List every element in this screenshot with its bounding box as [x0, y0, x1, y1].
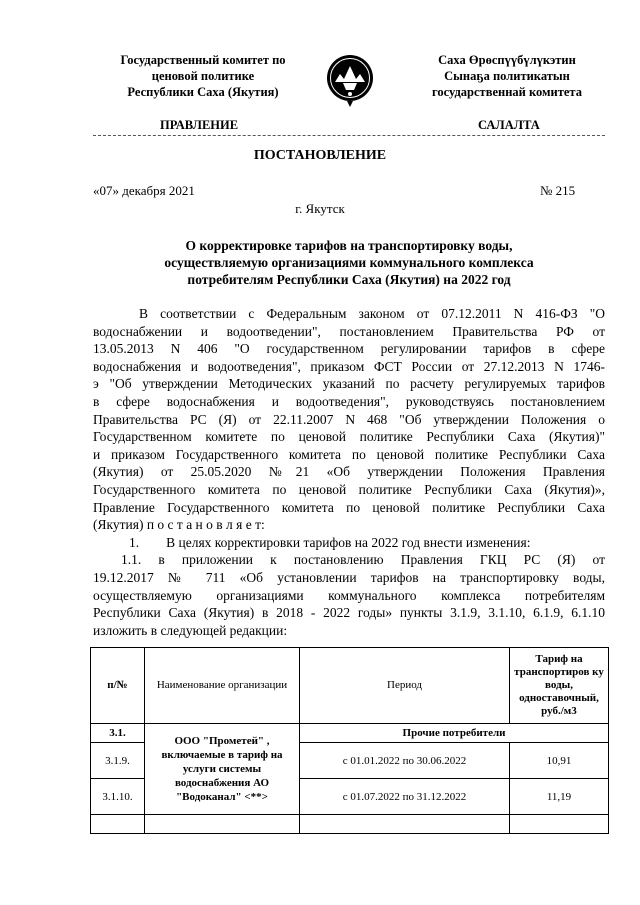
- body-line: 1.1. в приложении к постановлению Правления ГКЦ РС (Я) от: [121, 552, 605, 568]
- title-line: осуществляемую организациями коммунального комплекса: [164, 255, 534, 270]
- org-ru-line: ценовой политике: [151, 69, 255, 83]
- section-num: 3.1.: [91, 724, 145, 743]
- body-text: [93, 305, 605, 639]
- body-line: водоснабжении и водоотведении", постановлением Правительства РФ от: [93, 323, 605, 339]
- body-line: Правительства РС (Я) от 22.11.2007 N 468 "Об утверждении Положения о: [93, 411, 605, 427]
- coat-of-arms-icon: [325, 52, 375, 108]
- header-divider: [93, 135, 605, 136]
- org-ru-line: Государственный комитет по: [120, 53, 286, 67]
- row-value: 11,19: [510, 779, 609, 815]
- row-num: 3.1.10.: [91, 779, 145, 815]
- title-line: потребителям Республики Саха (Якутия) на 2022 год: [187, 272, 511, 287]
- body-line: Правление Государственного комитета по ценовой политике Республики Саха: [93, 499, 605, 515]
- body-line: Государственного комитета по ценовой политике Республики Саха (Якутия)»,: [93, 481, 605, 497]
- header-tariff: Тариф на транспортиров ку воды, одноставочный, руб./м3: [510, 648, 609, 724]
- body-line: 1. В целях корректировки тарифов на 2022 год внести изменения:: [129, 534, 531, 550]
- body-line: э "Об утверждении Методических указаний по расчету регулируемых тарифов: [93, 376, 605, 392]
- section-org: ООО "Прометей" , включаемые в тариф на услуги системы водоснабжения АО "Водоканал" <**>: [145, 724, 300, 815]
- body-line: В соответствии с Федеральным законом от 07.12.2011 N 416-ФЗ "О: [139, 306, 605, 321]
- row-period: с 01.01.2022 по 30.06.2022: [300, 743, 510, 779]
- table-empty-row: [91, 815, 609, 834]
- body-line: 13.05.2013 N 406 "О государственном регулировании тарифов в сфере: [93, 341, 605, 357]
- row-num: 3.1.9.: [91, 743, 145, 779]
- body-line: Государственном комитете по ценовой политике Республики Саха (Якутия)": [93, 429, 605, 445]
- org-sakha-line: Саха Өрөспүүбүлүкэтин: [438, 53, 576, 67]
- department-sakha: САЛАЛТА: [478, 118, 540, 132]
- header-num: п/№: [91, 648, 145, 724]
- header-period: Период: [300, 648, 510, 724]
- body-line: в сфере водоснабжения и водоотведения", руководствуясь постановлением: [93, 393, 605, 409]
- body-line: (Якутия) п о с т а н о в л я е т:: [93, 517, 265, 533]
- tariff-table: [90, 647, 609, 834]
- document-type: ПОСТАНОВЛЕНИЕ: [253, 148, 387, 163]
- body-line: (Якутия) от 25.05.2020 №21 «Об утверждении Положения Правления: [93, 464, 605, 480]
- body-line: 19.12.2017 № 711 «Об установлении тарифов на транспортировку воды,: [93, 569, 605, 585]
- org-sakha-line: Сынаҕа политикатын: [444, 69, 570, 83]
- row-period: с 01.07.2022 по 31.12.2022: [300, 779, 510, 815]
- org-name-russian: [88, 52, 318, 100]
- org-sakha-line: государственнай комитета: [432, 85, 582, 99]
- department-russian: ПРАВЛЕНИЕ: [160, 118, 239, 132]
- org-ru-line: Республики Саха (Якутия): [127, 85, 279, 99]
- document-date: «07» декабря 2021: [93, 183, 195, 198]
- body-line: водоснабжения и водоотведения", приказом ФСТ России от 27.12.2013 N 1746-: [93, 358, 605, 374]
- body-line: Республики Саха (Якутия) в 2018 - 2022 годы» пункты 3.1.9, 3.1.10, 6.1.9, 6.1.10: [93, 605, 605, 621]
- document-city: г. Якутск: [295, 201, 345, 216]
- org-name-sakha: [392, 52, 622, 100]
- title-line: О корректировке тарифов на транспортировку воды,: [185, 238, 513, 253]
- body-line: и приказом Государственного комитета по ценовой политике Республики Саха: [93, 446, 605, 462]
- body-line: изложить в следующей редакции:: [93, 622, 288, 638]
- section-category: Прочие потребители: [300, 724, 609, 743]
- table-section-row: [91, 724, 609, 743]
- document-title: [93, 237, 605, 288]
- row-value: 10,91: [510, 743, 609, 779]
- document-number: № 215: [540, 183, 576, 198]
- header-org: Наименование организации: [145, 648, 300, 724]
- table-header-row: [91, 648, 609, 724]
- body-line: осуществляемую организациями коммунального комплекса потребителям: [93, 587, 605, 603]
